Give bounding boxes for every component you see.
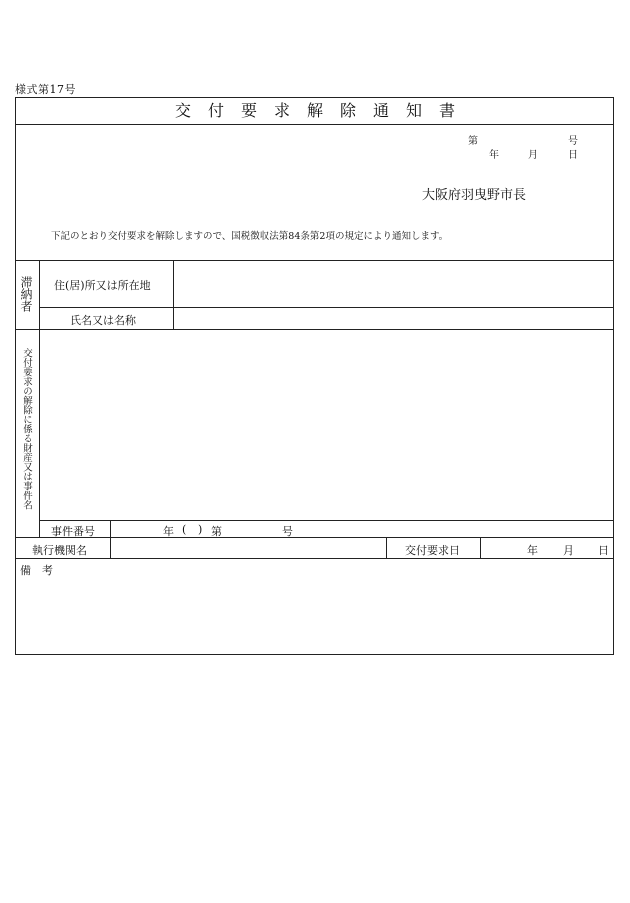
rule-case-top [39,520,614,521]
rule-case-column [110,520,111,558]
rule-date-label-right [480,537,481,558]
name-field[interactable] [178,310,610,327]
rule-address-name [39,307,614,308]
date-day: 日 [568,150,578,161]
case-number-year: 年 [163,525,174,538]
request-date-label: 交付要求日 [405,544,460,557]
property-label: 交付要求の解除に係る財産又は事件名 [21,348,32,510]
date-month: 月 [528,150,538,161]
case-number-label: 事件番号 [51,525,95,538]
request-date-year: 年 [527,544,538,557]
case-number-go: 号 [282,525,293,538]
rule-top-table [15,260,614,261]
delinquent-label: 滞納者 [19,276,33,312]
agency-field[interactable] [115,540,381,556]
request-date-day: 日 [598,544,609,557]
rule-left-column [39,260,40,537]
rule-remarks-top [15,558,614,559]
title-divider [15,124,614,125]
notice-text: 下記のとおり交付要求を解除しますので、国税徴収法第84条第2項の規定により通知します。 [51,231,449,242]
case-number-paren-open: ( [182,523,187,536]
rule-property-top [15,329,614,330]
name-label: 氏名又は名称 [70,314,136,327]
number-prefix: 第 [468,136,478,147]
number-suffix: 号 [568,136,578,147]
rule-agency-top [15,537,614,538]
address-label: 住(居)所又は所在地 [54,279,151,292]
date-year: 年 [489,150,499,161]
request-date-month: 月 [563,544,574,557]
address-field[interactable] [178,264,610,304]
issuer-name: 大阪府羽曳野市長 [422,188,527,203]
form-title: 交付要求解除通知書 [174,101,472,120]
rule-label-column [173,260,174,329]
agency-label: 執行機関名 [32,544,87,557]
form-number: 様式第17号 [15,83,76,96]
remarks-label: 備 考 [20,564,53,577]
case-number-paren-close: ) [198,523,203,536]
case-number-dai: 第 [211,525,222,538]
property-field[interactable] [44,334,610,516]
rule-date-label-left [386,537,387,558]
